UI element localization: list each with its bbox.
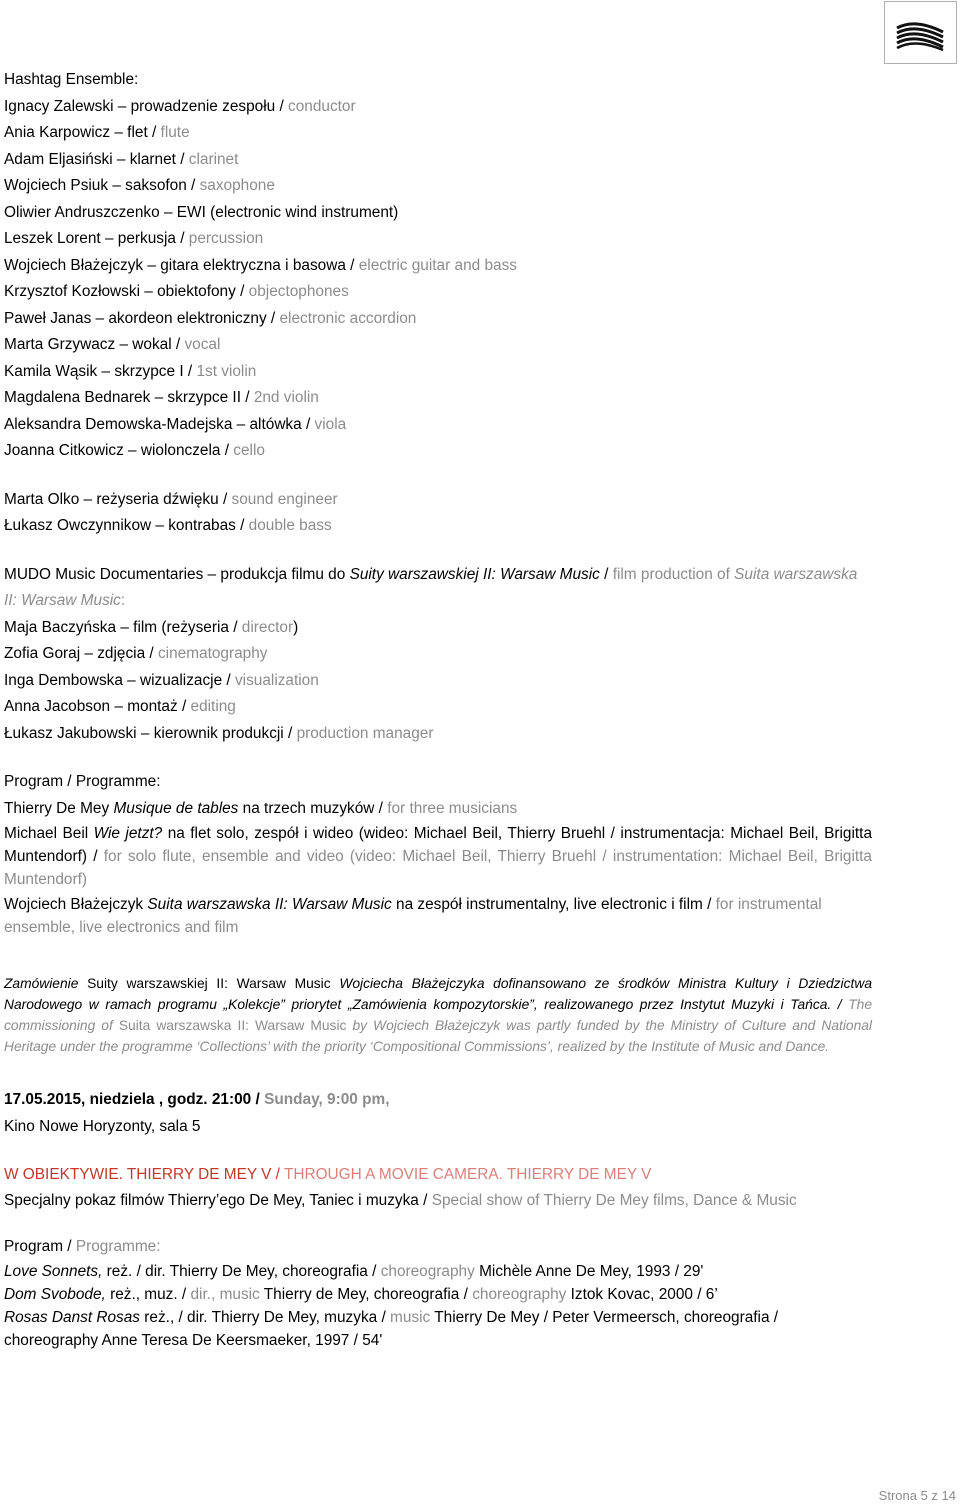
- ensemble-member: Kamila Wąsik – skrzypce I / 1st violin: [4, 362, 257, 380]
- crew-member: Inga Dembowska – wizualizacje / visualization: [4, 671, 319, 689]
- film-program-list: [4, 1260, 872, 1352]
- ensemble-member: Ania Karpowicz – flet / flute: [4, 124, 190, 141]
- institute-logo-icon: [885, 2, 956, 63]
- crew-member: Maja Baczyńska – film (reżyseria / director): [4, 618, 299, 636]
- crew-member: Anna Jacobson – montaż / editing: [4, 698, 236, 715]
- ensemble-member: Magdalena Bednarek – skrzypce II / 2nd violin: [4, 389, 319, 406]
- institute-logo: [884, 1, 957, 64]
- program-item: Wojciech Błażejczyk Suita warszawska II: Warsaw Music na zespół instrumentalny, live electronic i film / for instrumental ensemble, live electronics and film: [4, 896, 822, 936]
- film-item: Rosas Danst Rosas reż., / dir. Thierry De Mey, muzyka / music Thierry De Mey / Peter Vermeersch, choreografia / choreography Anne Teresa De Keersmaeker, 1997 / 54': [4, 1309, 779, 1349]
- ensemble-member: Krzysztof Kozłowski – obiektofony / objectophones: [4, 283, 349, 300]
- document-body: [4, 67, 872, 1352]
- film-item: Love Sonnets, reż. / dir. Thierry De Mey, choreografia / choreography Michèle Anne De Mey, 1993 / 29': [4, 1263, 704, 1280]
- event-date: 17.05.2015, niedziela , godz. 21:00 / Sunday, 9:00 pm,: [4, 1091, 390, 1108]
- ensemble-member: Paweł Janas – akordeon elektroniczny / electronic accordion: [4, 309, 417, 327]
- film-crew-list: [4, 615, 872, 748]
- film-production-intro: MUDO Music Documentaries – produkcja filmu do Suity warszawskiej II: Warsaw Music / film production of Suita warszawska II: Warsaw Music:: [4, 565, 858, 609]
- ensemble-member: Joanna Citkowicz – wiolonczela / cello: [4, 442, 265, 459]
- ensemble-member: Wojciech Błażejczyk – gitara elektryczna i basowa / electric guitar and bass: [4, 256, 517, 274]
- ensemble-member-list: [4, 94, 872, 465]
- film-item: Dom Svobode, reż., muz. / dir., music Thierry de Mey, choreografia / choreography Iztok Kovac, 2000 / 6’: [4, 1286, 718, 1303]
- ensemble-member: Wojciech Psiuk – saksofon / saxophone: [4, 177, 275, 194]
- program-heading: Program / Programme:: [4, 773, 161, 790]
- event-title: W OBIEKTYWIE. THIERRY DE MEY V / THROUGH A MOVIE CAMERA. THIERRY DE MEY V: [4, 1166, 652, 1183]
- ensemble-heading: Hashtag Ensemble:: [4, 71, 139, 88]
- ensemble-member: Adam Eljasiński – klarnet / clarinet: [4, 150, 239, 168]
- ensemble-member: Leszek Lorent – perkusja / percussion: [4, 230, 264, 247]
- ensemble-member: Marta Olko – reżyseria dźwięku / sound engineer: [4, 490, 338, 508]
- ensemble-member: Łukasz Owczynnikow – kontrabas / double bass: [4, 517, 332, 534]
- commission-note: Zamówienie Suity warszawskiej II: Warsaw Music Wojciecha Błażejczyka dofinansowano ze środków Ministra Kultury i Dziedzictwa Narodowego w ramach programu „Kolekcje” priorytet „Zamówienia kompozytorskie”, realizowanego przez Instytut Muzyki i Tańca. / The commissioning of Suita warszawska II: Warsaw Music by Wojciech Błażejczyk was partly funded by the Ministry of Culture and National Heritage under the programme ‘Collections’ with the priority ‘Compositional Commissions’, realized by the Institute of Music and Dance.: [4, 976, 872, 1054]
- event-venue: Kino Nowe Horyzonty, sala 5: [4, 1117, 201, 1135]
- program-item: Michael Beil Wie jetzt? na flet solo, zespół i wideo (wideo: Michael Beil, Thierry Bruehl / instrumentacja: Michael Beil, Brigitta Muntendorf) / for solo flute, ensemble and video (video: Michael Beil, Thierry Bruehl / instrumentation: Michael Beil, Brigitta Muntendorf): [4, 825, 873, 888]
- crew-member: Zofia Goraj – zdjęcia / cinematography: [4, 645, 268, 662]
- ensemble-member: Ignacy Zalewski – prowadzenie zespołu / conductor: [4, 97, 356, 115]
- event-description: Specjalny pokaz filmów Thierry’ego De Mey, Taniec i muzyka / Special show of Thierry De Mey films, Dance & Music: [4, 1191, 797, 1209]
- page-number: Strona 5 z 14: [878, 1488, 956, 1503]
- program-item: Thierry De Mey Musique de tables na trzech muzyków / for three musicians: [4, 799, 518, 817]
- program-heading: Program / Programme:: [4, 1237, 161, 1255]
- ensemble-member: Oliwier Andruszczenko – EWI (electronic wind instrument): [4, 203, 399, 221]
- crew-member: Łukasz Jakubowski – kierownik produkcji / production manager: [4, 724, 434, 742]
- ensemble-member: Aleksandra Demowska-Madejska – altówka / viola: [4, 415, 347, 433]
- ensemble-member: Marta Grzywacz – wokal / vocal: [4, 336, 221, 353]
- ensemble-extra-list: [4, 487, 872, 540]
